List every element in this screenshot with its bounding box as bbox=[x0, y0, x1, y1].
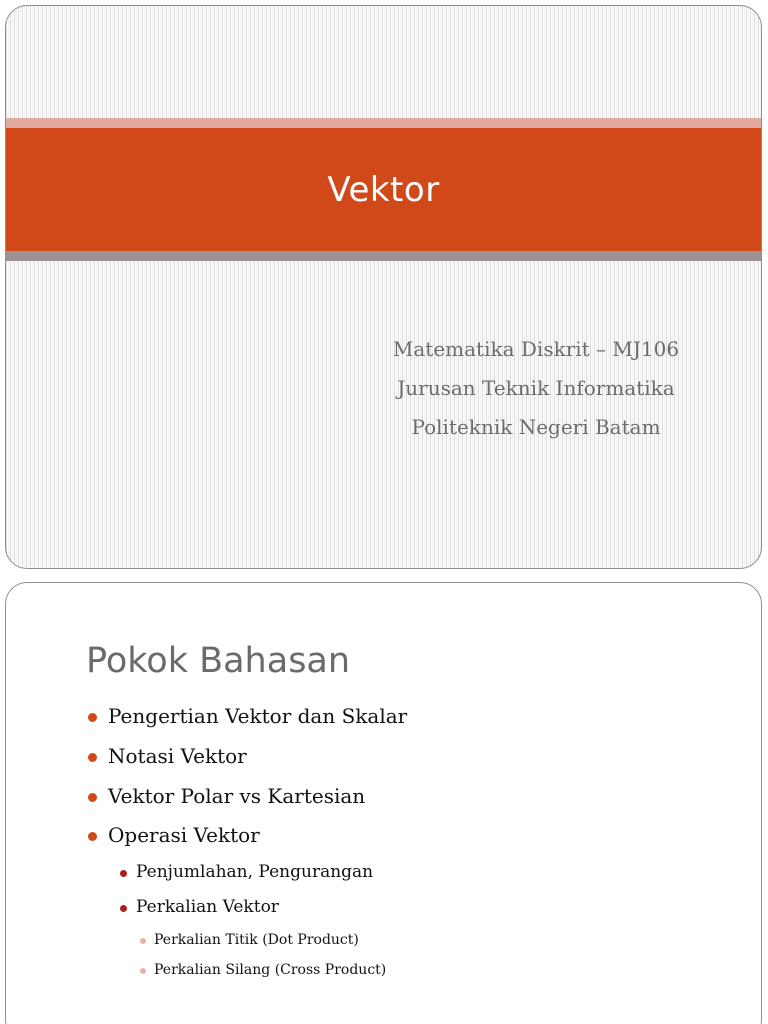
subtitle-department: Jurusan Teknik Informatika bbox=[397, 376, 675, 400]
subtopic-item bbox=[136, 897, 279, 917]
title-bottom-stripe bbox=[6, 251, 761, 261]
subtitle-block bbox=[336, 330, 736, 447]
subtopic-item bbox=[136, 862, 373, 882]
sub-subtopic-item bbox=[154, 932, 359, 948]
bullet-dot-icon bbox=[88, 793, 97, 802]
topic-label: Notasi Vektor bbox=[108, 744, 247, 768]
topic-item bbox=[108, 744, 247, 768]
subtopic-label: Perkalian Vektor bbox=[136, 897, 279, 917]
topic-item bbox=[108, 823, 260, 847]
bullet-dot-icon bbox=[140, 938, 146, 944]
topic-item bbox=[108, 704, 407, 728]
bullet-dot-icon bbox=[140, 968, 146, 974]
subtitle-course: Matematika Diskrit – MJ106 bbox=[392, 337, 680, 361]
subtopic-label: Penjumlahan, Pengurangan bbox=[136, 862, 374, 882]
bullet-dot-icon bbox=[120, 870, 127, 877]
topic-label: Operasi Vektor bbox=[108, 823, 260, 847]
title-slide bbox=[5, 5, 762, 569]
topic-label: Pengertian Vektor dan Skalar bbox=[108, 704, 408, 728]
topics-slide bbox=[5, 582, 762, 1024]
title-band bbox=[6, 128, 761, 251]
topic-item bbox=[108, 784, 365, 808]
topic-label: Vektor Polar vs Kartesian bbox=[108, 784, 366, 808]
subtitle-institution: Politeknik Negeri Batam bbox=[411, 415, 661, 439]
slide-heading: Pokok Bahasan bbox=[86, 641, 351, 681]
bullet-dot-icon bbox=[120, 905, 127, 912]
title-top-stripe bbox=[6, 118, 761, 128]
bullet-dot-icon bbox=[88, 713, 97, 722]
bullet-dot-icon bbox=[88, 753, 97, 762]
slide-title: Vektor bbox=[327, 169, 440, 210]
sub-subtopic-label: Perkalian Titik (Dot Product) bbox=[154, 932, 359, 948]
bullet-dot-icon bbox=[88, 832, 97, 841]
sub-subtopic-item bbox=[154, 962, 386, 978]
sub-subtopic-label: Perkalian Silang (Cross Product) bbox=[154, 962, 387, 978]
